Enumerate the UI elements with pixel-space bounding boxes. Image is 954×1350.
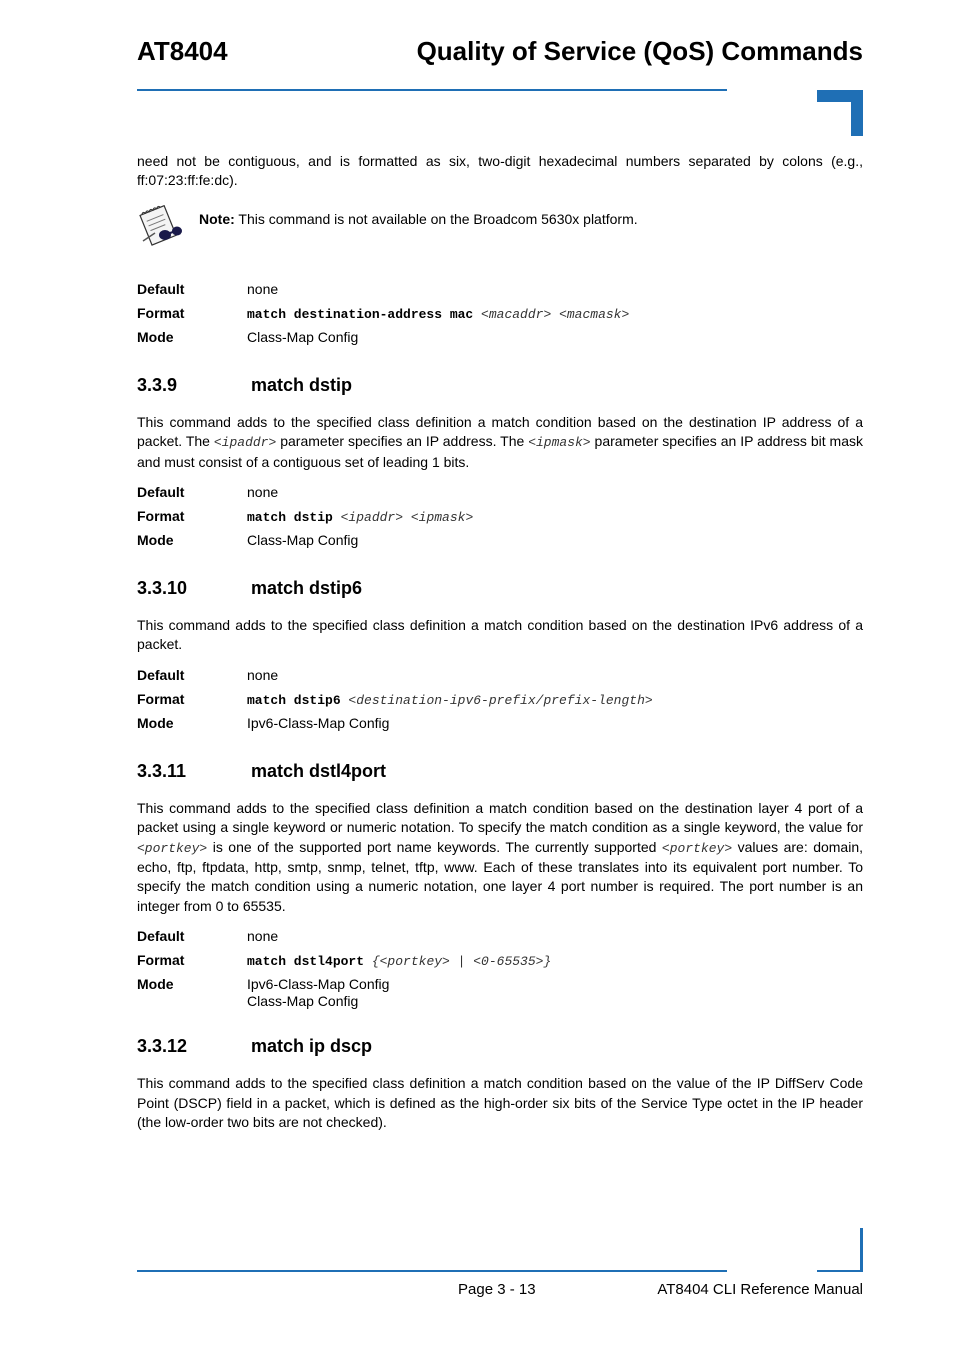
format-args: {<portkey> | <0-65535>} (364, 954, 552, 970)
format-args: <destination-ipv6-prefix/prefix-length> (340, 692, 653, 708)
format-args: <ipaddr> <ipmask> (332, 510, 474, 526)
footer-page-number: Page 3 - 13 (458, 1281, 536, 1298)
default-value: none (247, 280, 279, 297)
section-paragraph: This command adds to the specified class definition a match condition based on the value of the IP DiffServ Code Point (DSCP) field in a packet, which is defined as the high-order six bits of the Service Type octet in the IP header (the low-order two bits are not checked). (137, 1075, 863, 1131)
header-chapter-title: Quality of Service (QoS) Commands (416, 36, 863, 66)
section-paragraph: This command adds to the specified class definition a match condition based on the destination IPv6 address of a packet. (137, 617, 863, 653)
note-label: Note: (199, 210, 235, 227)
section-title: match dstip (251, 374, 353, 395)
section-heading-3-3-12 (137, 1036, 863, 1060)
default-value: none (247, 484, 279, 501)
block0-attributes (137, 281, 629, 353)
section-heading-3-3-11 (137, 761, 863, 785)
mode-value (247, 976, 551, 1010)
section-number: 3.3.9 (137, 374, 178, 395)
note-box (137, 205, 863, 265)
default-label: Default (137, 666, 185, 683)
footer-rule (137, 1270, 727, 1272)
header-rule (137, 89, 727, 91)
format-command: match destination-address mac (247, 306, 474, 322)
section-paragraph: This command adds to the specified class definition a match condition based on the destination layer 4 port of a packet using a single keyword or numeric notation. To specify the match condition as a single keyword, the value for <portkey> is one of the supported port name keywords. The currently supported <portkey> values are: domain, echo, ftp, ftpdata, http, smtp, snmp, telnet, tftp, www. Each of these translates into its equivalent port number. To specify the match condition using a numeric notation, one layer 4 port number is required. The port number is an integer from 0 to 65535. (137, 799, 863, 914)
footer-manual-title: AT8404 CLI Reference Manual (657, 1281, 863, 1298)
intro-paragraph: need not be contiguous, and is formatted as six, two-digit hexadecimal numbers separated by colons (e.g., ff:07:23:ff:fe:dc). (137, 153, 863, 189)
format-args: <macaddr> <macmask> (473, 306, 630, 322)
page-content (137, 152, 863, 1133)
header-corner-mark (817, 90, 863, 136)
mode-value-line: Class-Map Config (247, 993, 359, 1010)
default-value: none (247, 928, 279, 945)
footer-corner-rule (817, 1270, 863, 1272)
note-text (199, 211, 638, 227)
mode-label: Mode (137, 328, 174, 345)
section-heading-3-3-10 (137, 578, 863, 602)
mode-label: Mode (137, 976, 174, 993)
s9-attributes (137, 484, 473, 556)
format-command: match dstip6 (247, 692, 341, 708)
mode-value: Class-Map Config (247, 532, 359, 549)
s10-attributes (137, 667, 653, 739)
mode-value-line: Ipv6-Class-Map Config (247, 976, 390, 993)
default-label: Default (137, 484, 185, 501)
section-number: 3.3.10 (137, 578, 188, 599)
section-number: 3.3.11 (137, 760, 187, 781)
format-label: Format (137, 952, 185, 969)
s11-attributes (137, 928, 551, 1010)
footer-corner-mark (860, 1228, 863, 1272)
mode-label: Mode (137, 532, 174, 549)
mode-value: Ipv6-Class-Map Config (247, 714, 390, 731)
format-label: Format (137, 508, 185, 525)
note-body: This command is not available on the Broadcom 5630x platform. (234, 210, 638, 227)
note-pad-glasses-icon (137, 205, 183, 247)
default-value: none (247, 666, 279, 683)
format-label: Format (137, 304, 185, 321)
format-label: Format (137, 690, 185, 707)
default-label: Default (137, 928, 185, 945)
format-command: match dstl4port (247, 954, 365, 970)
section-heading-3-3-9 (137, 375, 863, 399)
section-title: match dstip6 (251, 578, 363, 599)
header-product: AT8404 (137, 36, 228, 66)
mode-label: Mode (137, 714, 174, 731)
section-number: 3.3.12 (137, 1036, 188, 1057)
section-title: match ip dscp (251, 1036, 373, 1057)
default-label: Default (137, 280, 185, 297)
mode-value: Class-Map Config (247, 328, 359, 345)
section-title: match dstl4port (251, 760, 387, 781)
section-paragraph: This command adds to the specified class definition a match condition based on the destination IP address of a packet. The <ipaddr> parameter specifies an IP address. The <ipmask> parameter specifies an IP address bit mask and must consist of a contiguous set of leading 1 bits. (137, 413, 863, 470)
format-command: match dstip (247, 510, 333, 526)
